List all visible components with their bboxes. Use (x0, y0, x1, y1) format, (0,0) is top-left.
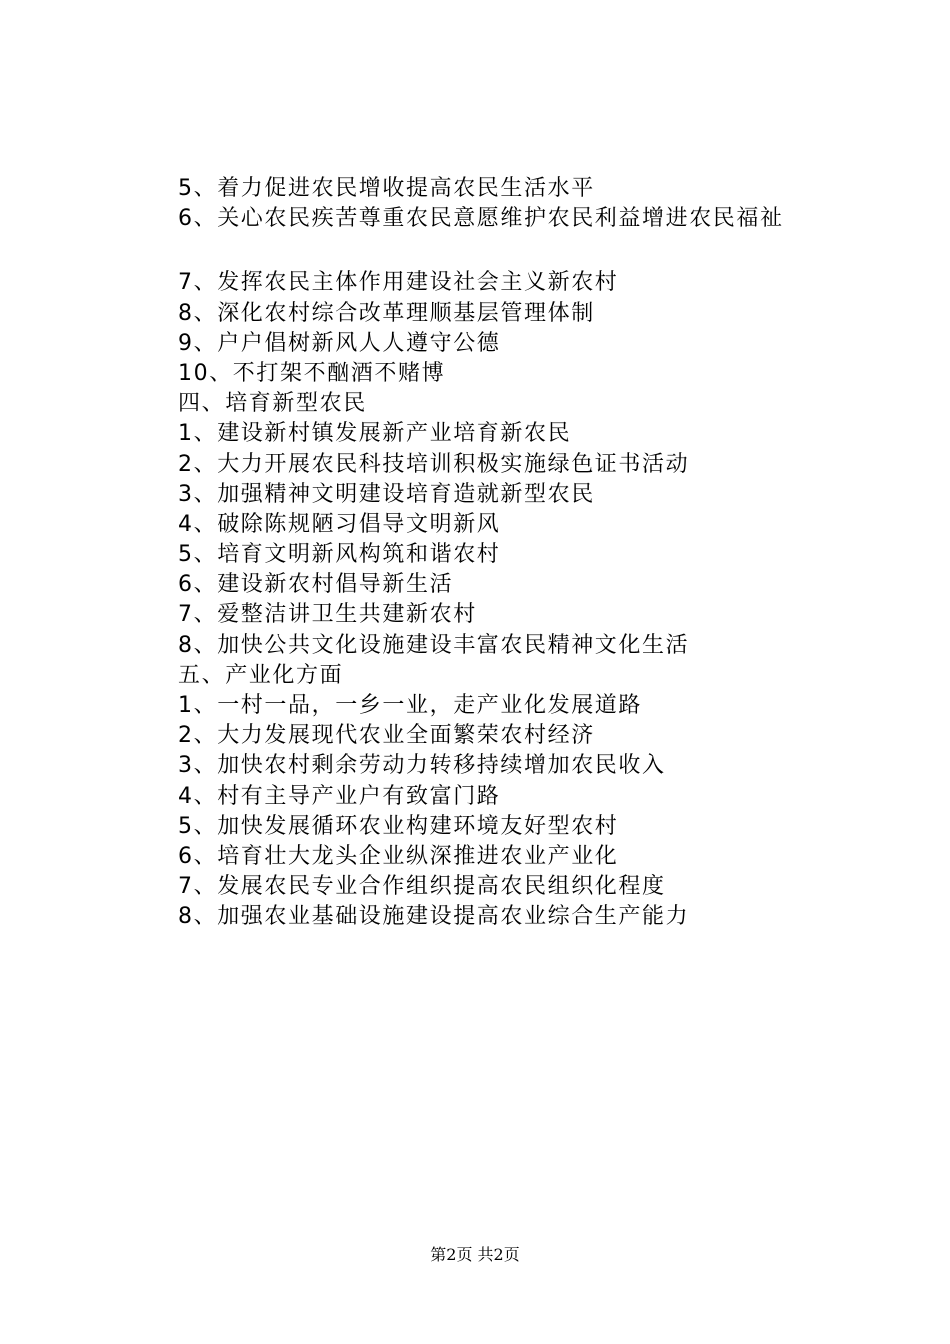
text-line: 7、爱整洁讲卫生共建新农村 (178, 602, 477, 628)
text-line: 8、加强农业基础设施建设提高农业综合生产能力 (178, 904, 690, 930)
text-line: 3、加快农村剩余劳动力转移持续增加农民收入 (178, 753, 666, 779)
text-line: 1、一村一品，一乡一业，走产业化发展道路 (178, 693, 642, 718)
paragraph-gap (178, 234, 878, 268)
text-line: 6、关心农民疾苦尊重农民意愿维护农民利益增进农民福祉 (178, 206, 784, 232)
text-line: 6、建设新农村倡导新生活 (178, 572, 454, 598)
text-line: 3、加强精神文明建设培育造就新型农民 (178, 481, 595, 507)
text-line: 2、大力发展现代农业全面繁荣农村经济 (178, 723, 595, 749)
text-line: 5、培育文明新风构筑和谐农村 (178, 542, 501, 568)
section-heading: 五、产业化方面 (178, 662, 344, 688)
text-line: 5、加快发展循环农业构建环境友好型农村 (178, 813, 619, 839)
text-line: 5、着力促进农民增收提高农民生活水平 (178, 176, 595, 201)
text-line: 8、深化农村综合改革理顺基层管理体制 (178, 300, 595, 326)
text-line: 2、大力开展农民科技培训积极实施绿色证书活动 (178, 451, 690, 477)
text-line: 4、村有主导产业户有致富门路 (178, 783, 501, 809)
text-line: 1、建设新村镇发展新产业培育新农民 (178, 421, 572, 447)
text-line: 7、发展农民专业合作组织提高农民组织化程度 (178, 874, 666, 900)
text-line: 6、培育壮大龙头企业纵深推进农业产业化 (178, 843, 619, 869)
document-text-list (178, 174, 878, 933)
text-line: 10、不打架不酗酒不赌博 (178, 360, 446, 386)
text-line: 7、发挥农民主体作用建设社会主义新农村 (178, 270, 619, 296)
text-line: 9、户户倡树新风人人遵守公德 (178, 330, 501, 356)
section-heading: 四、培育新型农民 (178, 391, 367, 417)
text-line: 8、加快公共文化设施建设丰富农民精神文化生活 (178, 632, 690, 658)
page-number-footer: 第2页 共2页 (430, 1245, 520, 1264)
text-line: 4、破除陈规陋习倡导文明新风 (178, 511, 501, 537)
